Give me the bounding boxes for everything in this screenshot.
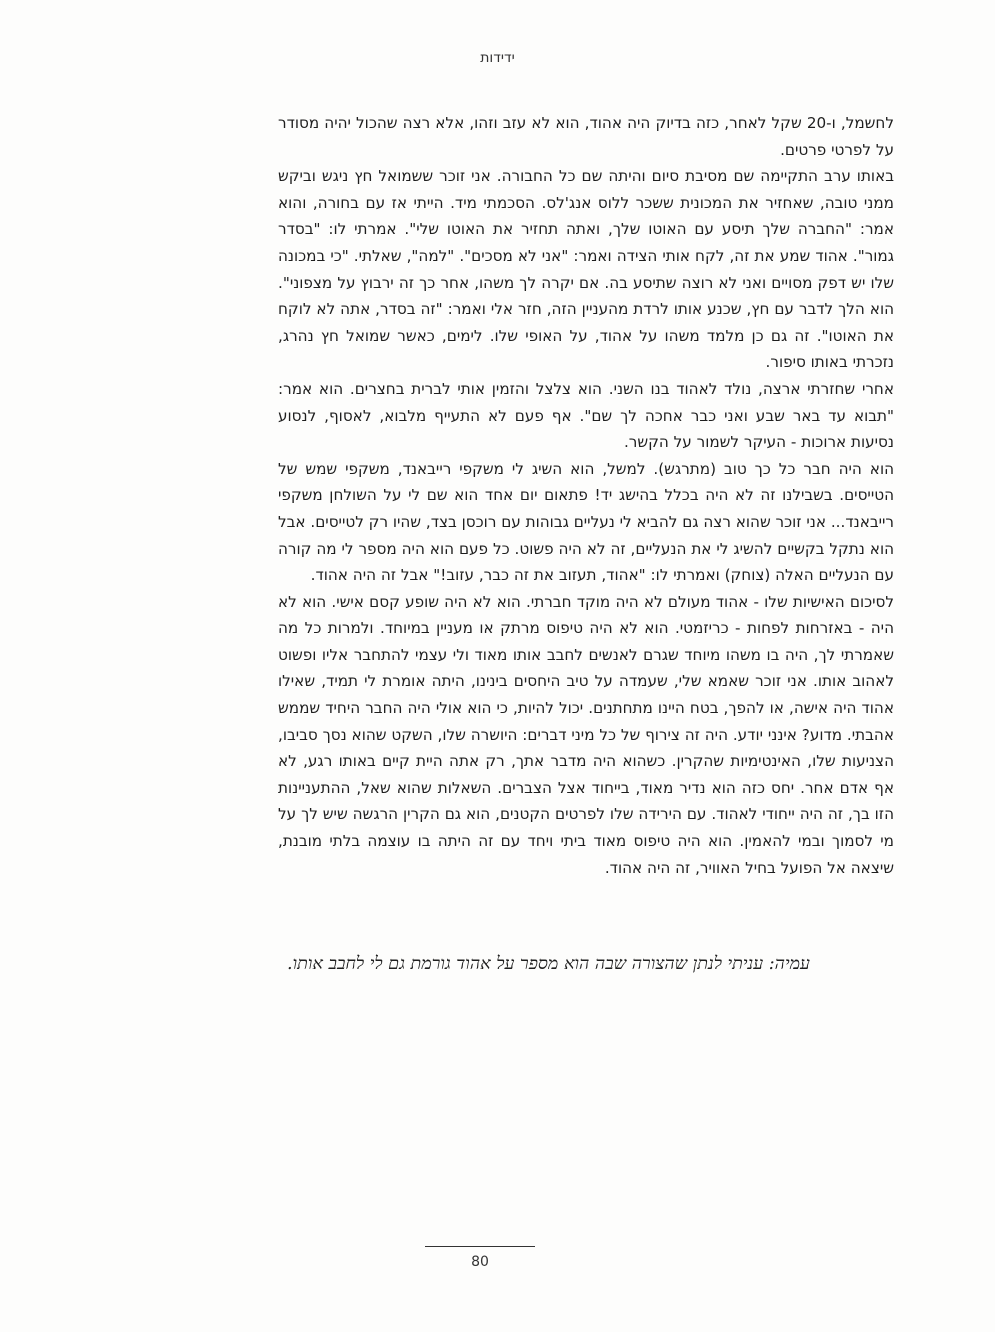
paragraph: לסיכום האישיות שלו - אהוד מעולם לא היה מוקד חברתי. הוא לא היה שופע קסם אישי. הוא לא היה - באזרחות לפחות - כריזמטי. הוא לא היה טיפוס מרתק או מעניין במיוחד. ולמרות כל מה שאמרתי לך, היה בו משהו מיוחד שגרם לאנשים לחבב אותו מאוד ולי עצמי להתחבר אליו ופשוט לאהוב אותו. אני זוכר שאמא שלי, שעמדה על טיב היחסים בינינו, היתה אומרת לי תמיד, שאילו אהוד היה אישה, או להפך, בטח היינו מתחתנים. יכול להיות, כי הוא אולי היה החבר היחיד שממש אהבתי. מדוע? אינני יודע. היה זה צירוף של כל מיני דברים: היושרה שלו, השקט שהוא נסך סביבו, הצניעות שלו, האינטימיות שהקרין. כשהוא היה מדבר אתך, רק אתה היית קיים באותו רגע, לא אף אדם אחר. יחס כזה הוא נדיר מאוד, בייחוד אצל הצברים. השאלות שהוא שאל, ההתעניינות הזו בך, זה היה ייחודי לאהוד. עם הירידה שלו לפרטים הקטנים, הוא גם הקרין הרגשה שיש לך על מי לסמוך ובמי להאמין. הוא היה טיפוס מאוד ביתי ויחד עם זה היתה בו עוצמה בלתי מובנת, שיצאה אל הפועל בחיל האוויר, זה היה אהוד. (278, 592, 894, 877)
body-text (278, 110, 894, 881)
paragraph: לחשמל, ו-20 שקל לאחר, כזה בדיוק היה אהוד, הוא לא עזב וזהו, אלא רצה שהכול יהיה מסודר על לפרטי פרטים. (278, 114, 894, 159)
page-number: 80 (471, 1254, 489, 1270)
paragraph: אחרי שחזרתי ארצה, נולד לאהוד בנו השני. הוא צלצל והזמין אותי לברית בחצרים. הוא אמר: "תבוא עד באר שבע ואני כבר אחכה לך שם". אף פעם לא התעייף מלבוא, לאסוף, לנסוע נסיעות ארוכות - העיקר לשמור על הקשר. (278, 379, 894, 452)
paragraph: הוא היה חבר כל כך טוב (מתרגש). למשל, הוא השיג לי משקפי רייבאנד, משקפי שמש של הטייסים. בשבילנו זה לא היה בכלל בהישג יד! פתאום יום אחד הוא שם לי על השולחן משקפי רייבאנד... אני זוכר שהוא רצה גם להביא לי נעליים גבוהות עם רוכסן בצד, שהיו רק לטייסים. אבל הוא נתקל בקשיים להשיג לי את הנעליים, זה לא היה פשוט. כל פעם הוא היה מספר לי מה קורה עם הנעליים האלה (צוחק) ואמרתי לו: "אהוד, תעזוב את זה כבר, עזוב!" אבל זה היה אהוד. (278, 459, 894, 585)
footer-divider (425, 1246, 535, 1247)
running-header: ידידות (480, 50, 515, 66)
interviewer-note: עמיה: עניתי לנתן שהצורה שבה הוא מספר על אהוד גורמת גם לי לחבב אותו. (287, 954, 810, 974)
paragraph: באותו ערב התקיימה שם מסיבת סיום והיתה שם כל החבורה. אני זוכר ששמואל חץ ניגש וביקש ממני טובה, שאחזיר את המכונית ששכר ללוס אנג'לס. הסכמתי מיד. הייתי אז עם בחורה, והוא אמר: "החברה שלך תיסע עם האוטו שלך, ואתה תחזיר את האוטו שלי". אמרתי לו: "בסדר גמור". אהוד שמע את זה, לקח אותי הצידה ואמר: "אני לא מסכים". "למה", שאלתי. "כי במכונה שלו יש דפק מסויים ואני לא רוצה שתיסע בה. אם יקרה לך משהו, אחר כך זה ירבוץ על מצפוני". הוא הלך לדבר עם חץ, שכנע אותו לרדת מהעניין הזה, חזר אלי ואמר: "זה בסדר, אתה לא לוקח את האוטו". זה גם כן מלמד משהו על אהוד, על האופי שלו. לימים, כאשר שמואל חץ נהרג, נזכרתי באותו סיפור. (278, 167, 894, 372)
